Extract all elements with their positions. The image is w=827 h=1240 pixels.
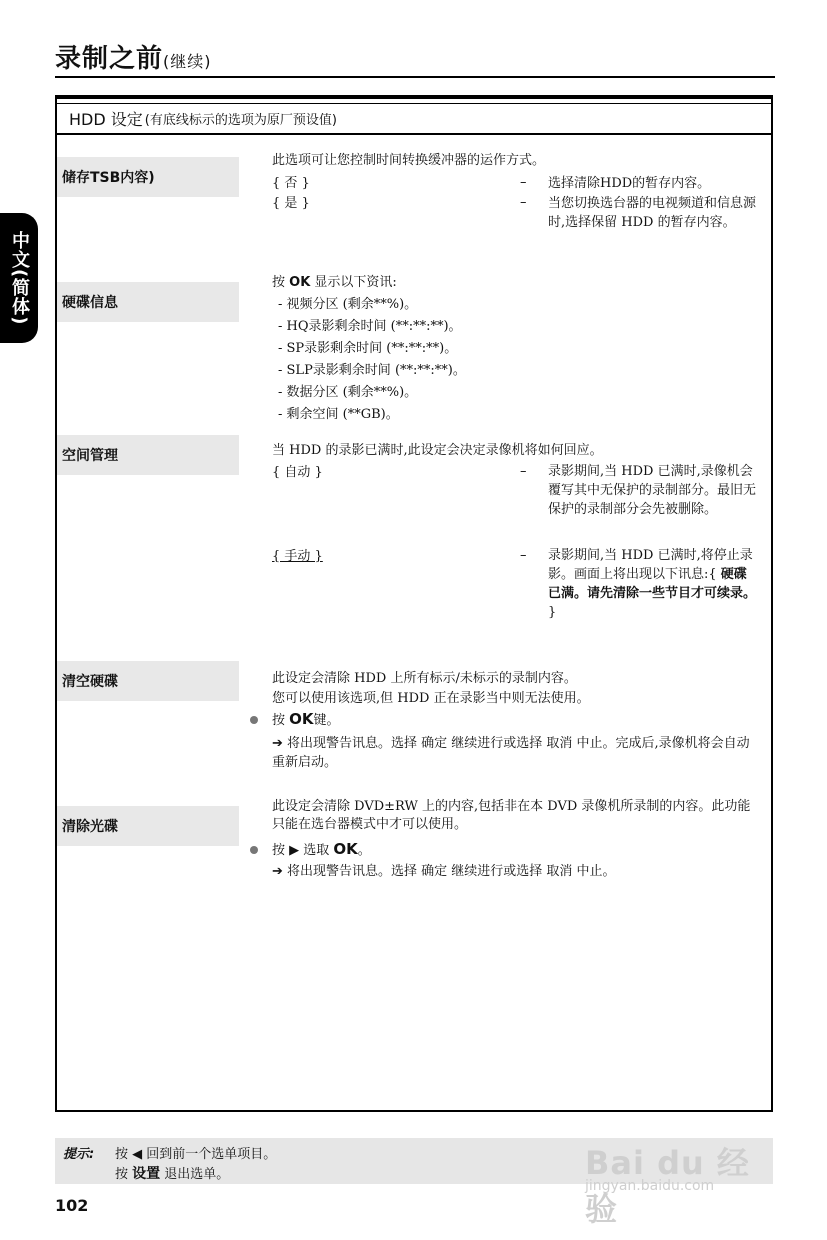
clear-disc-end: 。 <box>357 843 371 858</box>
tsb-option-yes-desc: 当您切换选台器的电视频道和信息源时,选择保留 HDD 的暂存内容。 <box>548 196 757 230</box>
disk-info-item: - SLP录影剩余时间 (**:**:**)。 <box>278 363 466 378</box>
space-option-manual: { 手动 } <box>272 549 323 564</box>
clear-hdd-press <box>272 710 762 730</box>
space-intro: 当 HDD 的录影已满时,此设定会决定录像机将如何回应。 <box>272 443 603 458</box>
title-divider <box>55 76 775 78</box>
dash-marker: – <box>520 548 527 563</box>
disk-info-intro-b: 显示以下资讯: <box>314 275 397 290</box>
clear-hdd-line1: 此设定会清除 HDD 上所有标示/未标示的录制内容。 <box>272 671 577 686</box>
watermark-url: jingyan.baidu.com <box>585 1178 715 1194</box>
tsb-option-yes: { 是 } <box>272 196 310 211</box>
baidu-watermark <box>585 1120 775 1228</box>
disk-info-item: - 视频分区 (剩余**%)。 <box>278 297 418 312</box>
row-label-clear-hdd-text: 清空硬碟 <box>62 674 118 690</box>
space-option-auto-desc: 录影期间,当 HDD 已满时,录像机会覆写其中无保护的录制部分。最旧无保护的录制部分会先被删除。 <box>548 464 757 517</box>
clear-hdd-line2: 您可以使用该选项,但 HDD 正在录影当中则无法使用。 <box>272 691 590 706</box>
tip-setup-key: 设置 <box>132 1166 161 1182</box>
table-header-title: HDD 设定 <box>69 110 143 129</box>
tsb-option-no-desc: 选择清除HDD的暂存内容。 <box>548 176 711 191</box>
row-label-disk-info <box>57 282 239 322</box>
row-label-tsb <box>57 157 239 197</box>
tip-line-1: 按 ◀ 回到前一个选单项目。 <box>115 1147 277 1162</box>
watermark-logo-text: Bai du 经验 <box>585 1144 750 1228</box>
bullet-icon <box>250 846 258 854</box>
clear-hdd-warning-note: ➔ 将出现警告讯息。选择 确定 继续进行或选择 取消 中止。完成后,录像机将会自动重新启动。 <box>272 736 750 770</box>
clear-disc-warning-note: ➔ 将出现警告讯息。选择 确定 继续进行或选择 取消 中止。 <box>272 864 616 879</box>
disk-info-item: - 数据分区 (剩余**%)。 <box>278 385 418 400</box>
tip-line-2 <box>115 1163 229 1183</box>
table-header <box>57 103 771 135</box>
row-label-space-text: 空间管理 <box>62 448 118 464</box>
disk-info-intro-a: 按 <box>272 275 286 290</box>
clear-hdd-press-text: 按 <box>272 713 286 728</box>
tsb-intro: 此选项可让您控制时间转换缓冲器的运作方式。 <box>272 153 546 168</box>
tip-label: 提示: <box>63 1147 95 1162</box>
row-label-clear-hdd <box>57 661 239 701</box>
disk-info-item: - HQ录影剩余时间 (**:**:**)。 <box>278 319 462 334</box>
row-label-clear-disc <box>57 806 239 846</box>
dash-marker: – <box>520 195 527 210</box>
tip-line-2-b: 退出选单。 <box>164 1167 230 1182</box>
dash-marker: – <box>520 464 527 479</box>
language-side-tab-label: 中文(简体) <box>9 230 30 326</box>
clear-disc-ok-key: OK <box>333 840 358 858</box>
row-label-tsb-text: 储存TSB内容) <box>62 170 155 186</box>
page-title-main: 录制之前 <box>55 44 164 74</box>
space-option-manual-desc <box>548 546 758 622</box>
page-title <box>55 38 212 75</box>
tsb-option-no: { 否 } <box>272 176 310 191</box>
clear-hdd-ok-key: OK <box>289 710 314 728</box>
bullet-icon <box>250 716 258 724</box>
row-label-disk-info-text: 硬碟信息 <box>62 295 118 311</box>
language-side-tab <box>0 213 38 343</box>
clear-disc-press-text: 按 ▶ 选取 <box>272 843 330 858</box>
clear-disc-line1: 此设定会清除 DVD±RW 上的内容,包括非在本 DVD 录像机所录制的内容。此功能只能在选台器模式中才可以使用。 <box>272 799 751 832</box>
space-manual-desc-end: } <box>548 605 557 620</box>
dash-marker: – <box>520 175 527 190</box>
space-manual-message: 硬碟已满。请先清除一些节目才可续录。 <box>548 567 757 601</box>
space-option-auto: { 自动 } <box>272 465 323 480</box>
disk-info-item: - 剩余空间 (**GB)。 <box>278 407 399 422</box>
table-header-note: (有底线标示的选项为原厂预设值) <box>144 113 337 128</box>
tip-line-2-a: 按 <box>115 1167 129 1182</box>
clear-hdd-key-text: 键。 <box>313 713 340 728</box>
page-title-sub: (继续) <box>163 52 212 71</box>
row-label-space <box>57 435 239 475</box>
disk-info-item: - SP录影剩余时间 (**:**:**)。 <box>278 341 458 356</box>
clear-disc-press <box>272 840 762 860</box>
page-number: 102 <box>55 1196 89 1215</box>
row-label-clear-disc-text: 清除光碟 <box>62 819 118 835</box>
disk-info-ok-key: OK <box>289 275 311 290</box>
disk-info-intro <box>272 274 762 292</box>
space-manual-desc-text: 录影期间,当 HDD 已满时,将停止录影。画面上将出现以下讯息:{ <box>548 548 753 582</box>
